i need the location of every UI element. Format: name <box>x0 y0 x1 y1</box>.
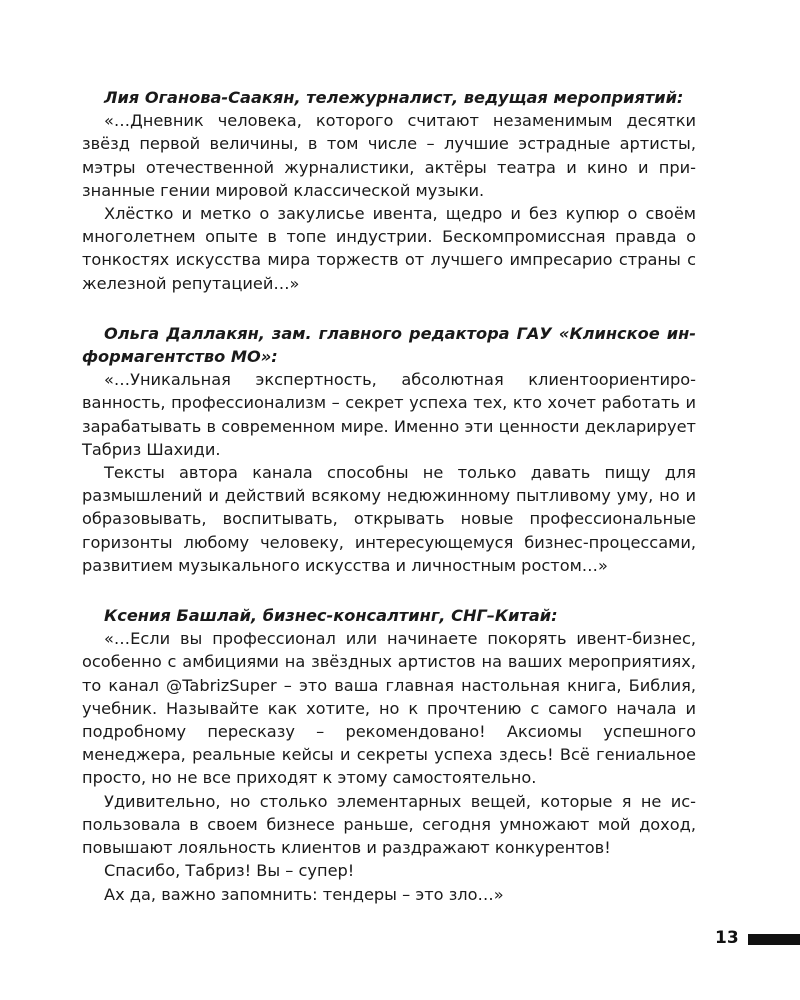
review-paragraph: Спасибо, Табриз! Вы – супер! <box>104 861 355 881</box>
page-number-bar <box>748 934 800 945</box>
review-paragraph: Тексты автора канала способны не только давать пищу для размышлений и действий всякому недюжинному пытливому уму, но и образовывать, воспитывать, открывать новые профессиональные горизонты любому человеку, интересующемуся бизнес-процессами, развитием музыкального искусства и личностным ростом…» <box>82 463 696 575</box>
review-paragraph: Хлёстко и метко о закулисье ивента, щедро и без купюр о своём многолетнем опыте в топе индустрии. Бескомпромиссная правда о тонкостях искусства мира торжеств от лучшего импресарио страны с железной репутацией…» <box>82 204 696 293</box>
review-paragraph: «…Если вы профессионал или начинаете покорять ивент-бизнес, особенно с амбициями на звёздных артистов на ваших мероприятиях, то канал @TabrizSuper – это ваша главная настольная книга, Библия, учебник. Называйте как хотите, но к прочтению с самого начала и подробному пересказу – рекомендовано! Аксиомы успешного менеджера, реальные кейсы и секреты успеха здесь! Всё гениальное просто, но не все приходят к этому самостоятельно. <box>82 629 696 788</box>
page-content <box>82 86 696 906</box>
review-bashlay <box>82 604 696 906</box>
page-number: 13 <box>715 928 739 948</box>
review-paragraph: Ах да, важно запомнить: тендеры – это зло…» <box>104 884 504 904</box>
review-author: Лия Оганова-Саакян, тележурналист, ведущая мероприятий: <box>104 88 684 107</box>
review-oganova-saakyan <box>82 86 696 295</box>
review-dallakyan <box>82 322 696 577</box>
review-paragraph: «…Дневник человека, которого считают незаменимым десятки звёзд первой величины, в том числе – лучшие эстрадные артисты, мэтры отечественной журналистики, актёры театра и кино и признанные гении мировой классической музыки. <box>82 111 696 200</box>
review-paragraph: «…Уникальная экспертность, абсолютная клиентоориентированность, профессионализм – секрет успеха тех, кто хочет работать и зарабатывать в современном мире. Именно эти ценности декларирует Табриз Шахиди. <box>82 370 696 459</box>
review-author: Ксения Башлай, бизнес-консалтинг, СНГ–Китай: <box>104 606 558 626</box>
review-author: Ольга Даллакян, зам. главного редактора ГАУ «Клинское информагентство МО»: <box>82 323 696 367</box>
review-paragraph: Удивительно, но столько элементарных вещей, которые я не использовала в своем бизнесе раньше, сегодня умножают мой доход, повышают лояльность клиентов и раздражают конкурентов! <box>82 791 696 858</box>
